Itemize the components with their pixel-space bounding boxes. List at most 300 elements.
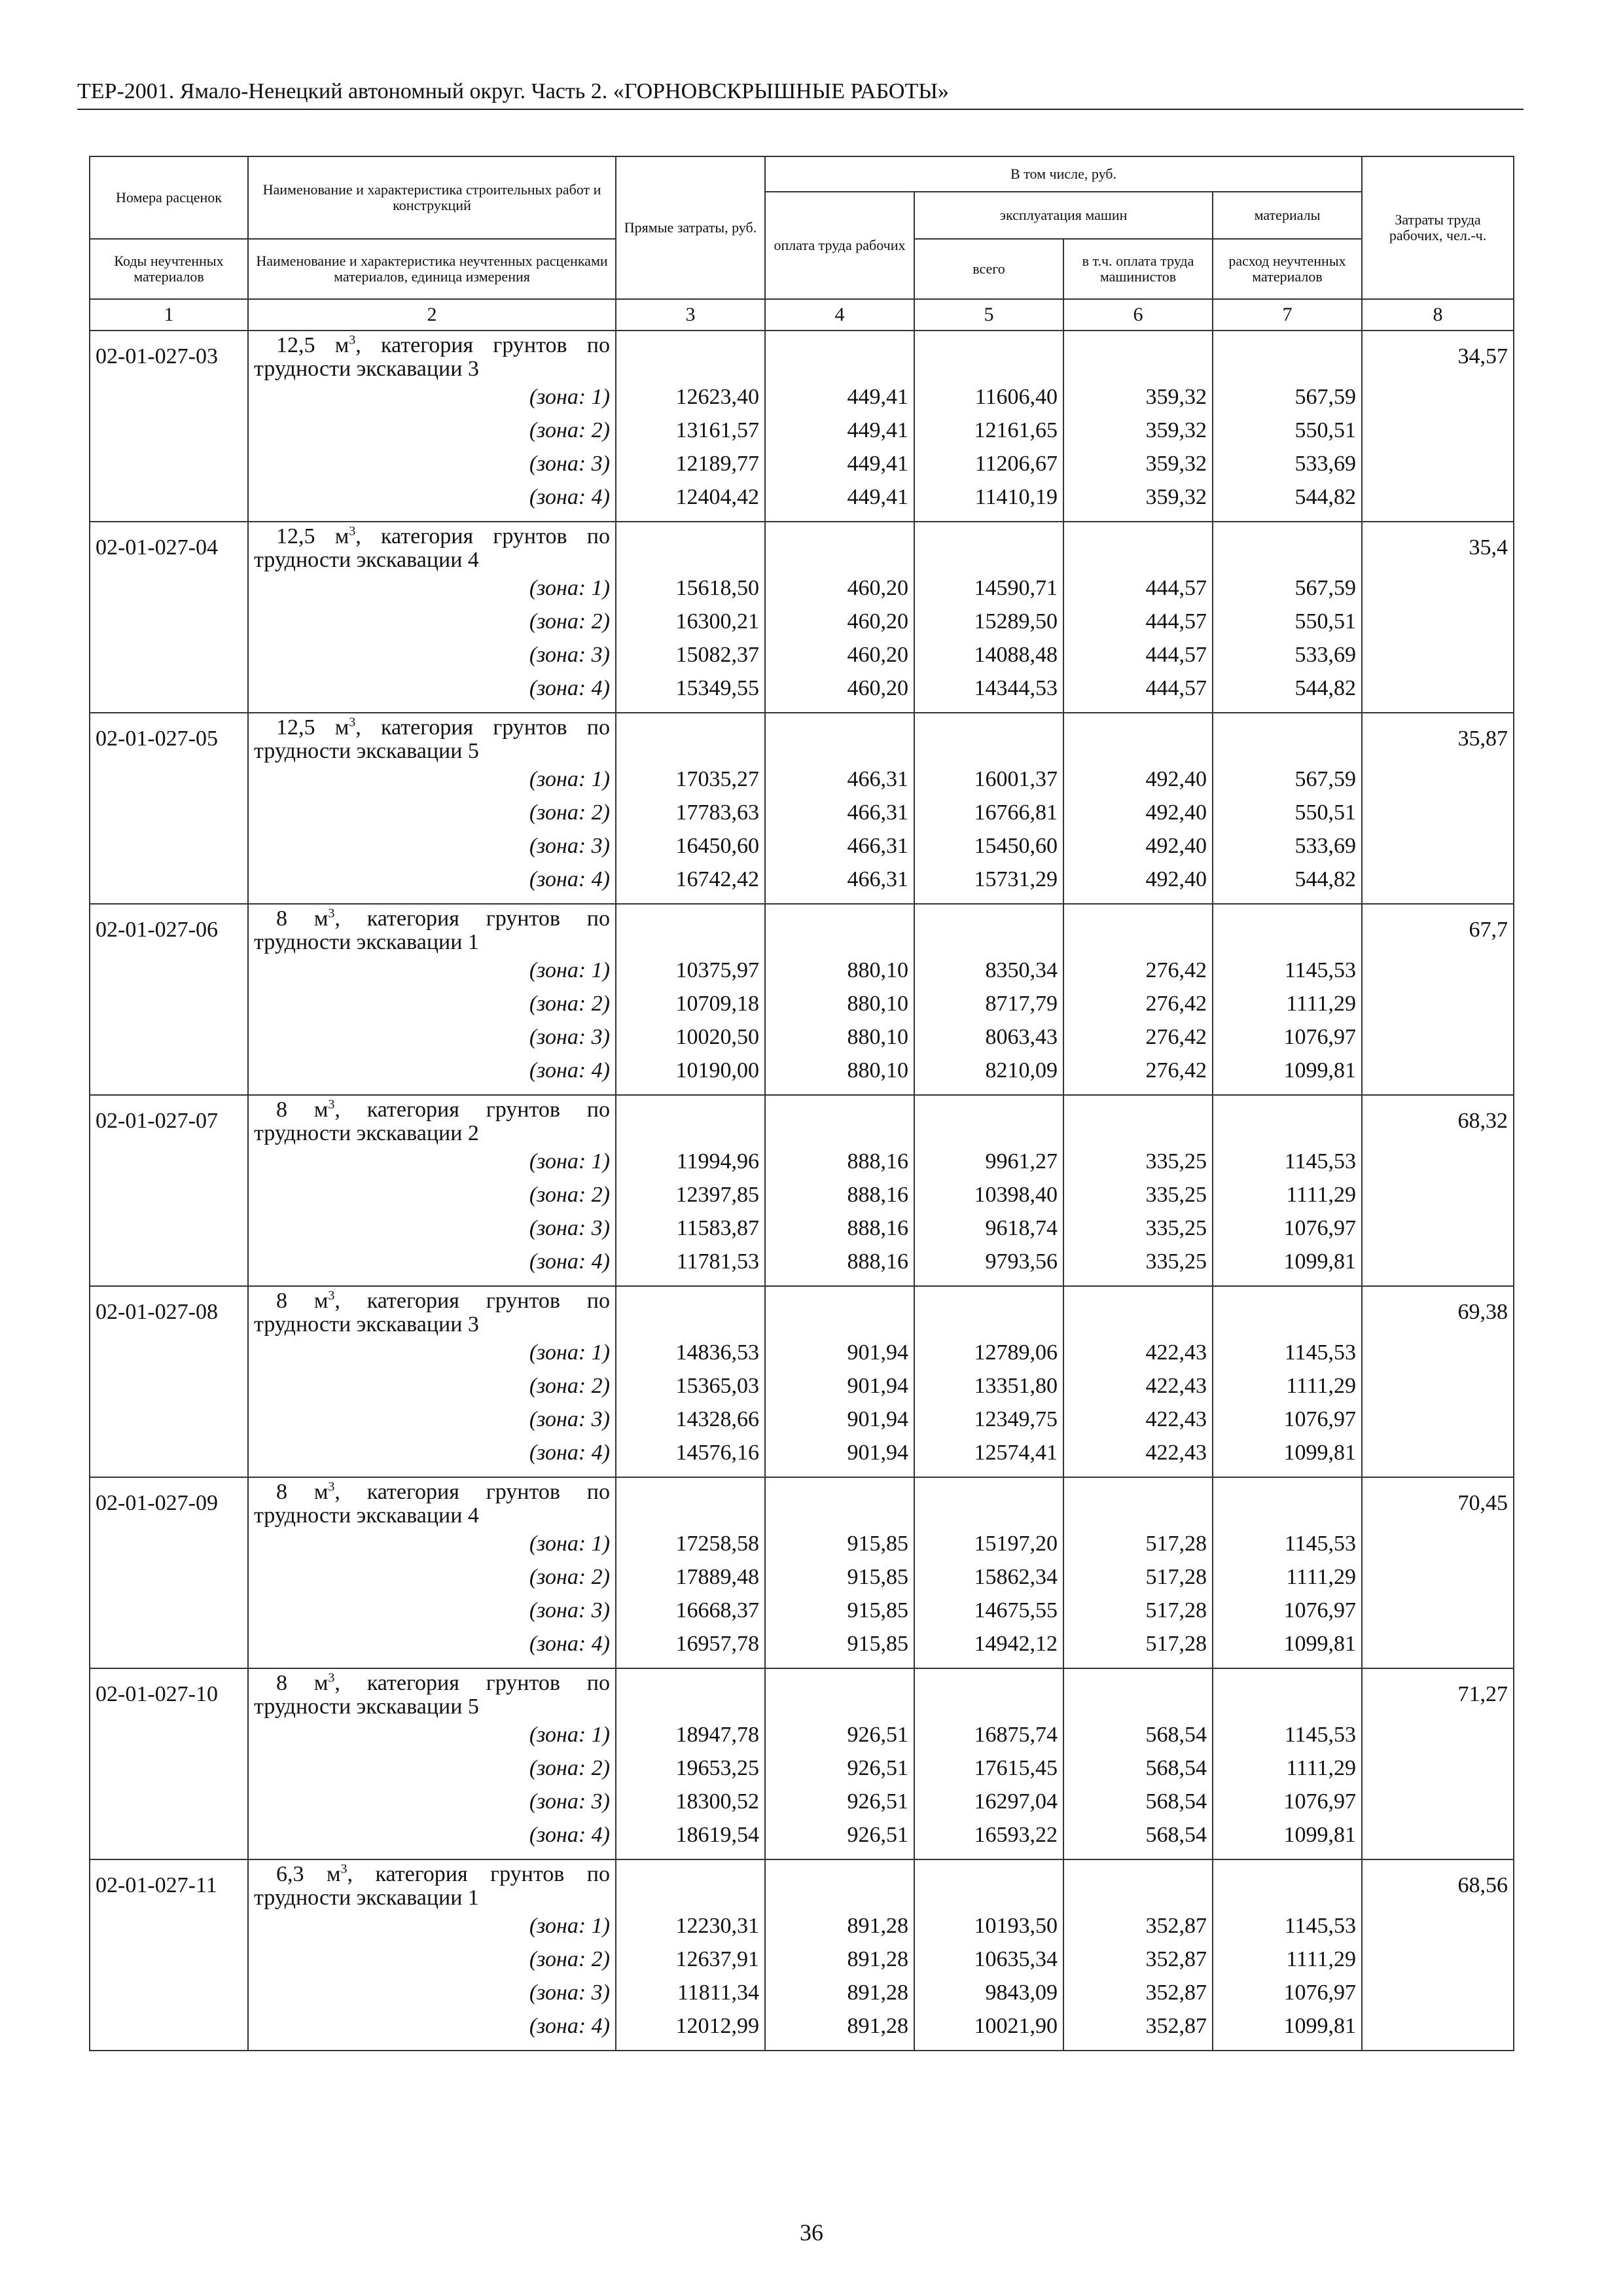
machines-total: 9618,74 [914, 1216, 1063, 1249]
materials-cost: 1145,53 [1213, 1532, 1362, 1565]
labour-pay: 915,85 [765, 1632, 914, 1668]
zone-row [90, 385, 1514, 418]
labour-pay: 460,20 [765, 643, 914, 676]
labour-pay: 449,41 [765, 485, 914, 522]
materials-cost: 544,82 [1213, 676, 1362, 713]
rate-row [90, 1668, 1514, 1723]
machines-operators: 276,42 [1063, 992, 1213, 1025]
direct-cost: 12623,40 [616, 385, 765, 418]
col-including: В том числе, руб. [765, 156, 1362, 192]
zone-label: (зона: 3) [248, 1789, 616, 1823]
labour-pay: 901,94 [765, 1441, 914, 1477]
direct-cost: 15618,50 [616, 576, 765, 609]
col-number: 1 [90, 299, 248, 331]
zone-label: (зона: 2) [248, 800, 616, 834]
machines-total: 16001,37 [914, 767, 1063, 800]
direct-cost: 18300,52 [616, 1789, 765, 1823]
rate-desc-text: , категория грунтов по трудности экскавации 2 [254, 1098, 611, 1145]
rate-labour-cost: 67,7 [1362, 904, 1514, 958]
rate-row [90, 713, 1514, 767]
machines-operators: 359,32 [1063, 385, 1213, 418]
rate-volume: 12,5 м [276, 524, 349, 548]
rate-volume: 6,3 м [276, 1862, 341, 1886]
rate-desc-text: , категория грунтов по трудности экскавации 3 [254, 1289, 611, 1336]
materials-cost: 1099,81 [1213, 2014, 1362, 2051]
col-machines-operators: в т.ч. оплата труда машинистов [1063, 239, 1213, 299]
rate-volume-exponent: 3 [349, 715, 356, 730]
rate-labour-cost: 35,4 [1362, 522, 1514, 576]
rate-volume: 8 м [276, 1098, 329, 1122]
zone-row [90, 1216, 1514, 1249]
direct-cost: 12189,77 [616, 452, 765, 485]
machines-operators: 492,40 [1063, 834, 1213, 867]
rate-labour-cost: 34,57 [1362, 331, 1514, 385]
labour-pay: 915,85 [765, 1598, 914, 1632]
labour-pay: 460,20 [765, 576, 914, 609]
direct-cost: 17889,48 [616, 1565, 765, 1598]
machines-total: 14675,55 [914, 1598, 1063, 1632]
rate-row [90, 1859, 1514, 1914]
machines-total: 10021,90 [914, 2014, 1063, 2051]
col-number: 8 [1362, 299, 1514, 331]
zone-label: (зона: 1) [248, 958, 616, 992]
materials-cost: 1099,81 [1213, 1249, 1362, 1286]
col-machines: эксплуатация машин [914, 192, 1213, 239]
rate-description [248, 713, 616, 767]
materials-cost: 550,51 [1213, 609, 1362, 643]
machines-operators: 492,40 [1063, 767, 1213, 800]
zone-label: (зона: 3) [248, 1981, 616, 2014]
zone-row [90, 1914, 1514, 1947]
machines-operators: 352,87 [1063, 2014, 1213, 2051]
col-labour-cost: Затраты труда рабочих, чел.-ч. [1362, 156, 1514, 299]
labour-pay: 460,20 [765, 609, 914, 643]
zone-row [90, 485, 1514, 522]
page-number: 36 [800, 2219, 823, 2246]
materials-cost: 550,51 [1213, 800, 1362, 834]
labour-pay: 891,28 [765, 2014, 914, 2051]
rate-description [248, 1286, 616, 1340]
machines-total: 9961,27 [914, 1149, 1063, 1183]
zone-row [90, 767, 1514, 800]
direct-cost: 12230,31 [616, 1914, 765, 1947]
machines-total: 17615,45 [914, 1756, 1063, 1789]
direct-cost: 17035,27 [616, 767, 765, 800]
zone-row [90, 418, 1514, 452]
zone-row [90, 1947, 1514, 1981]
rate-volume-exponent: 3 [340, 1861, 348, 1876]
labour-pay: 466,31 [765, 800, 914, 834]
machines-operators: 335,25 [1063, 1183, 1213, 1216]
rate-volume-exponent: 3 [328, 1670, 335, 1685]
zone-label: (зона: 1) [248, 385, 616, 418]
materials-cost: 567,59 [1213, 576, 1362, 609]
labour-pay: 891,28 [765, 1914, 914, 1947]
zone-row [90, 1981, 1514, 2014]
zone-label: (зона: 1) [248, 1149, 616, 1183]
materials-cost: 533,69 [1213, 452, 1362, 485]
direct-cost: 10190,00 [616, 1058, 765, 1095]
machines-total: 12161,65 [914, 418, 1063, 452]
zone-label: (зона: 4) [248, 1249, 616, 1286]
machines-total: 10635,34 [914, 1947, 1063, 1981]
direct-cost: 12637,91 [616, 1947, 765, 1981]
machines-total: 10193,50 [914, 1914, 1063, 1947]
materials-cost: 1111,29 [1213, 1756, 1362, 1789]
materials-cost: 1111,29 [1213, 1565, 1362, 1598]
rate-labour-cost: 68,32 [1362, 1095, 1514, 1149]
rate-row [90, 522, 1514, 576]
machines-total: 16875,74 [914, 1723, 1063, 1756]
machines-operators: 359,32 [1063, 418, 1213, 452]
rate-row [90, 1095, 1514, 1149]
materials-cost: 1145,53 [1213, 1914, 1362, 1947]
machines-operators: 335,25 [1063, 1216, 1213, 1249]
labour-pay: 926,51 [765, 1789, 914, 1823]
rate-code: 02-01-027-03 [90, 331, 248, 385]
rate-desc-text: , категория грунтов по трудности экскавации 5 [254, 715, 611, 763]
machines-operators: 517,28 [1063, 1532, 1213, 1565]
rate-labour-cost: 70,45 [1362, 1477, 1514, 1532]
machines-total: 10398,40 [914, 1183, 1063, 1216]
direct-cost: 11583,87 [616, 1216, 765, 1249]
direct-cost: 17258,58 [616, 1532, 765, 1565]
labour-pay: 449,41 [765, 452, 914, 485]
labour-pay: 460,20 [765, 676, 914, 713]
col-materials-unaccounted: расход неучтенных материалов [1213, 239, 1362, 299]
rate-description [248, 904, 616, 958]
direct-cost: 16450,60 [616, 834, 765, 867]
rate-labour-cost: 68,56 [1362, 1859, 1514, 1914]
labour-pay: 888,16 [765, 1183, 914, 1216]
zone-row [90, 1025, 1514, 1058]
zone-row [90, 2014, 1514, 2051]
machines-total: 15450,60 [914, 834, 1063, 867]
machines-operators: 359,32 [1063, 485, 1213, 522]
materials-cost: 1145,53 [1213, 1340, 1362, 1374]
materials-cost: 1099,81 [1213, 1632, 1362, 1668]
col-number: 3 [616, 299, 765, 331]
materials-cost: 544,82 [1213, 867, 1362, 904]
machines-total: 13351,80 [914, 1374, 1063, 1407]
direct-cost: 10375,97 [616, 958, 765, 992]
rate-desc-text: , категория грунтов по трудности экскавации 1 [254, 1862, 611, 1910]
machines-operators: 568,54 [1063, 1723, 1213, 1756]
direct-cost: 13161,57 [616, 418, 765, 452]
materials-cost: 1099,81 [1213, 1058, 1362, 1095]
machines-total: 16593,22 [914, 1823, 1063, 1859]
rate-volume: 8 м [276, 1289, 329, 1313]
materials-cost: 533,69 [1213, 643, 1362, 676]
rate-row [90, 331, 1514, 385]
zone-row [90, 1632, 1514, 1668]
rate-code: 02-01-027-09 [90, 1477, 248, 1532]
table-header [90, 156, 1514, 331]
direct-cost: 15082,37 [616, 643, 765, 676]
machines-operators: 276,42 [1063, 1025, 1213, 1058]
materials-cost: 1099,81 [1213, 1441, 1362, 1477]
rate-description [248, 331, 616, 385]
rate-code: 02-01-027-08 [90, 1286, 248, 1340]
column-numbers-row [90, 299, 1514, 331]
labour-pay: 891,28 [765, 1947, 914, 1981]
materials-cost: 567,59 [1213, 767, 1362, 800]
zone-row [90, 1249, 1514, 1286]
rate-desc-text: , категория грунтов по трудности экскавации 3 [254, 333, 611, 381]
labour-pay: 888,16 [765, 1249, 914, 1286]
machines-total: 14590,71 [914, 576, 1063, 609]
col-number: 7 [1213, 299, 1362, 331]
rate-code: 02-01-027-07 [90, 1095, 248, 1149]
zone-label: (зона: 1) [248, 1723, 616, 1756]
machines-total: 14942,12 [914, 1632, 1063, 1668]
rate-labour-cost: 71,27 [1362, 1668, 1514, 1723]
direct-cost: 11811,34 [616, 1981, 765, 2014]
machines-total: 8717,79 [914, 992, 1063, 1025]
rates-table [89, 156, 1514, 2051]
zone-row [90, 834, 1514, 867]
machines-total: 16766,81 [914, 800, 1063, 834]
rate-volume: 8 м [276, 906, 329, 931]
zone-label: (зона: 4) [248, 676, 616, 713]
direct-cost: 12404,42 [616, 485, 765, 522]
zone-label: (зона: 3) [248, 1598, 616, 1632]
machines-operators: 422,43 [1063, 1407, 1213, 1441]
rate-description [248, 1477, 616, 1532]
zone-label: (зона: 3) [248, 1407, 616, 1441]
rate-description [248, 1095, 616, 1149]
rate-row [90, 1477, 1514, 1532]
rate-volume: 12,5 м [276, 715, 349, 740]
rate-code: 02-01-027-06 [90, 904, 248, 958]
direct-cost: 11994,96 [616, 1149, 765, 1183]
col-labour-pay: оплата труда рабочих [765, 192, 914, 299]
direct-cost: 15349,55 [616, 676, 765, 713]
machines-total: 15197,20 [914, 1532, 1063, 1565]
table-body [90, 331, 1514, 2051]
col-number: 5 [914, 299, 1063, 331]
direct-cost: 10020,50 [616, 1025, 765, 1058]
zone-row [90, 1565, 1514, 1598]
labour-pay: 449,41 [765, 385, 914, 418]
machines-total: 15289,50 [914, 609, 1063, 643]
zone-label: (зона: 3) [248, 643, 616, 676]
direct-cost: 18947,78 [616, 1723, 765, 1756]
machines-total: 14344,53 [914, 676, 1063, 713]
zone-label: (зона: 2) [248, 1565, 616, 1598]
rate-code: 02-01-027-04 [90, 522, 248, 576]
zone-row [90, 1441, 1514, 1477]
direct-cost: 11781,53 [616, 1249, 765, 1286]
rate-labour-cost: 69,38 [1362, 1286, 1514, 1340]
machines-total: 8063,43 [914, 1025, 1063, 1058]
labour-pay: 466,31 [765, 767, 914, 800]
machines-operators: 444,57 [1063, 676, 1213, 713]
machines-operators: 359,32 [1063, 452, 1213, 485]
machines-total: 11410,19 [914, 485, 1063, 522]
col-code-bottom: Коды неучтенных материалов [90, 239, 248, 299]
machines-operators: 422,43 [1063, 1441, 1213, 1477]
machines-total: 9793,56 [914, 1249, 1063, 1286]
zone-label: (зона: 2) [248, 992, 616, 1025]
rate-volume: 8 м [276, 1480, 329, 1504]
rate-description [248, 522, 616, 576]
machines-operators: 422,43 [1063, 1374, 1213, 1407]
machines-operators: 352,87 [1063, 1914, 1213, 1947]
rate-desc-text: , категория грунтов по трудности экскавации 1 [254, 906, 611, 954]
zone-label: (зона: 2) [248, 418, 616, 452]
materials-cost: 1076,97 [1213, 1981, 1362, 2014]
zone-label: (зона: 4) [248, 1441, 616, 1477]
zone-label: (зона: 4) [248, 485, 616, 522]
zone-row [90, 958, 1514, 992]
zone-row [90, 1340, 1514, 1374]
direct-cost: 16957,78 [616, 1632, 765, 1668]
materials-cost: 1076,97 [1213, 1789, 1362, 1823]
labour-pay: 880,10 [765, 992, 914, 1025]
labour-pay: 891,28 [765, 1981, 914, 2014]
zone-label: (зона: 2) [248, 1947, 616, 1981]
rate-description [248, 1859, 616, 1914]
zone-row [90, 609, 1514, 643]
labour-pay: 466,31 [765, 867, 914, 904]
col-code-top: Номера расценок [90, 156, 248, 239]
labour-pay: 926,51 [765, 1756, 914, 1789]
machines-total: 15731,29 [914, 867, 1063, 904]
direct-cost: 16742,42 [616, 867, 765, 904]
zone-row [90, 643, 1514, 676]
rate-volume-exponent: 3 [328, 1288, 335, 1303]
zone-row [90, 676, 1514, 713]
machines-operators: 444,57 [1063, 576, 1213, 609]
materials-cost: 1145,53 [1213, 958, 1362, 992]
rate-row [90, 904, 1514, 958]
machines-operators: 422,43 [1063, 1340, 1213, 1374]
machines-total: 11206,67 [914, 452, 1063, 485]
materials-cost: 533,69 [1213, 834, 1362, 867]
rate-volume-exponent: 3 [328, 906, 335, 921]
rate-volume: 8 м [276, 1671, 329, 1695]
direct-cost: 19653,25 [616, 1756, 765, 1789]
zone-row [90, 1532, 1514, 1565]
col-number: 6 [1063, 299, 1213, 331]
labour-pay: 901,94 [765, 1374, 914, 1407]
zone-row [90, 1183, 1514, 1216]
machines-operators: 492,40 [1063, 800, 1213, 834]
labour-pay: 880,10 [765, 1025, 914, 1058]
direct-cost: 12012,99 [616, 2014, 765, 2051]
col-materials: материалы [1213, 192, 1362, 239]
labour-pay: 888,16 [765, 1149, 914, 1183]
col-number: 4 [765, 299, 914, 331]
zone-label: (зона: 4) [248, 867, 616, 904]
rate-volume-exponent: 3 [328, 1097, 335, 1112]
zone-label: (зона: 1) [248, 767, 616, 800]
materials-cost: 1076,97 [1213, 1407, 1362, 1441]
machines-operators: 276,42 [1063, 958, 1213, 992]
direct-cost: 10709,18 [616, 992, 765, 1025]
labour-pay: 901,94 [765, 1340, 914, 1374]
zone-label: (зона: 4) [248, 1823, 616, 1859]
zone-label: (зона: 4) [248, 1632, 616, 1668]
zone-label: (зона: 2) [248, 1183, 616, 1216]
machines-total: 16297,04 [914, 1789, 1063, 1823]
materials-cost: 1111,29 [1213, 1947, 1362, 1981]
machines-operators: 517,28 [1063, 1565, 1213, 1598]
zone-row [90, 1058, 1514, 1095]
rate-volume-exponent: 3 [349, 332, 356, 348]
zone-label: (зона: 4) [248, 2014, 616, 2051]
rate-desc-text: , категория грунтов по трудности экскавации 4 [254, 524, 611, 572]
machines-operators: 517,28 [1063, 1632, 1213, 1668]
materials-cost: 544,82 [1213, 485, 1362, 522]
machines-operators: 335,25 [1063, 1149, 1213, 1183]
zone-label: (зона: 3) [248, 834, 616, 867]
col-machines-total: всего [914, 239, 1063, 299]
zone-label: (зона: 2) [248, 609, 616, 643]
direct-cost: 17783,63 [616, 800, 765, 834]
rate-volume-exponent: 3 [328, 1479, 335, 1494]
labour-pay: 901,94 [765, 1407, 914, 1441]
zone-row [90, 1789, 1514, 1823]
materials-cost: 1076,97 [1213, 1216, 1362, 1249]
labour-pay: 915,85 [765, 1565, 914, 1598]
zone-row [90, 1598, 1514, 1632]
page-header: ТЕР-2001. Ямало-Ненецкий автономный округ. Часть 2. «ГОРНОВСКРЫШНЫЕ РАБОТЫ» [77, 77, 1524, 110]
machines-total: 14088,48 [914, 643, 1063, 676]
rate-desc-text: , категория грунтов по трудности экскавации 5 [254, 1671, 611, 1719]
machines-operators: 335,25 [1063, 1249, 1213, 1286]
zone-label: (зона: 3) [248, 1216, 616, 1249]
labour-pay: 466,31 [765, 834, 914, 867]
direct-cost: 14328,66 [616, 1407, 765, 1441]
machines-operators: 568,54 [1063, 1756, 1213, 1789]
machines-operators: 444,57 [1063, 609, 1213, 643]
materials-cost: 1076,97 [1213, 1025, 1362, 1058]
zone-label: (зона: 1) [248, 576, 616, 609]
machines-total: 8210,09 [914, 1058, 1063, 1095]
labour-pay: 888,16 [765, 1216, 914, 1249]
machines-total: 11606,40 [914, 385, 1063, 418]
labour-pay: 926,51 [765, 1723, 914, 1756]
zone-label: (зона: 3) [248, 1025, 616, 1058]
zone-label: (зона: 3) [248, 452, 616, 485]
rate-code: 02-01-027-05 [90, 713, 248, 767]
machines-operators: 444,57 [1063, 643, 1213, 676]
machines-operators: 568,54 [1063, 1823, 1213, 1859]
labour-pay: 880,10 [765, 1058, 914, 1095]
rate-description [248, 1668, 616, 1723]
zone-label: (зона: 1) [248, 1914, 616, 1947]
machines-operators: 352,87 [1063, 1981, 1213, 2014]
materials-cost: 1099,81 [1213, 1823, 1362, 1859]
machines-total: 8350,34 [914, 958, 1063, 992]
col-name-top: Наименование и характеристика строительных работ и конструкций [248, 156, 616, 239]
labour-pay: 880,10 [765, 958, 914, 992]
rate-volume-exponent: 3 [349, 524, 356, 539]
zone-row [90, 867, 1514, 904]
col-name-bottom: Наименование и характеристика неучтенных расценками материалов, единица измерения [248, 239, 616, 299]
zone-row [90, 1823, 1514, 1859]
materials-cost: 567,59 [1213, 385, 1362, 418]
labour-pay: 449,41 [765, 418, 914, 452]
direct-cost: 16300,21 [616, 609, 765, 643]
materials-cost: 1111,29 [1213, 992, 1362, 1025]
col-number: 2 [248, 299, 616, 331]
materials-cost: 1076,97 [1213, 1598, 1362, 1632]
materials-cost: 1111,29 [1213, 1183, 1362, 1216]
direct-cost: 14836,53 [616, 1340, 765, 1374]
